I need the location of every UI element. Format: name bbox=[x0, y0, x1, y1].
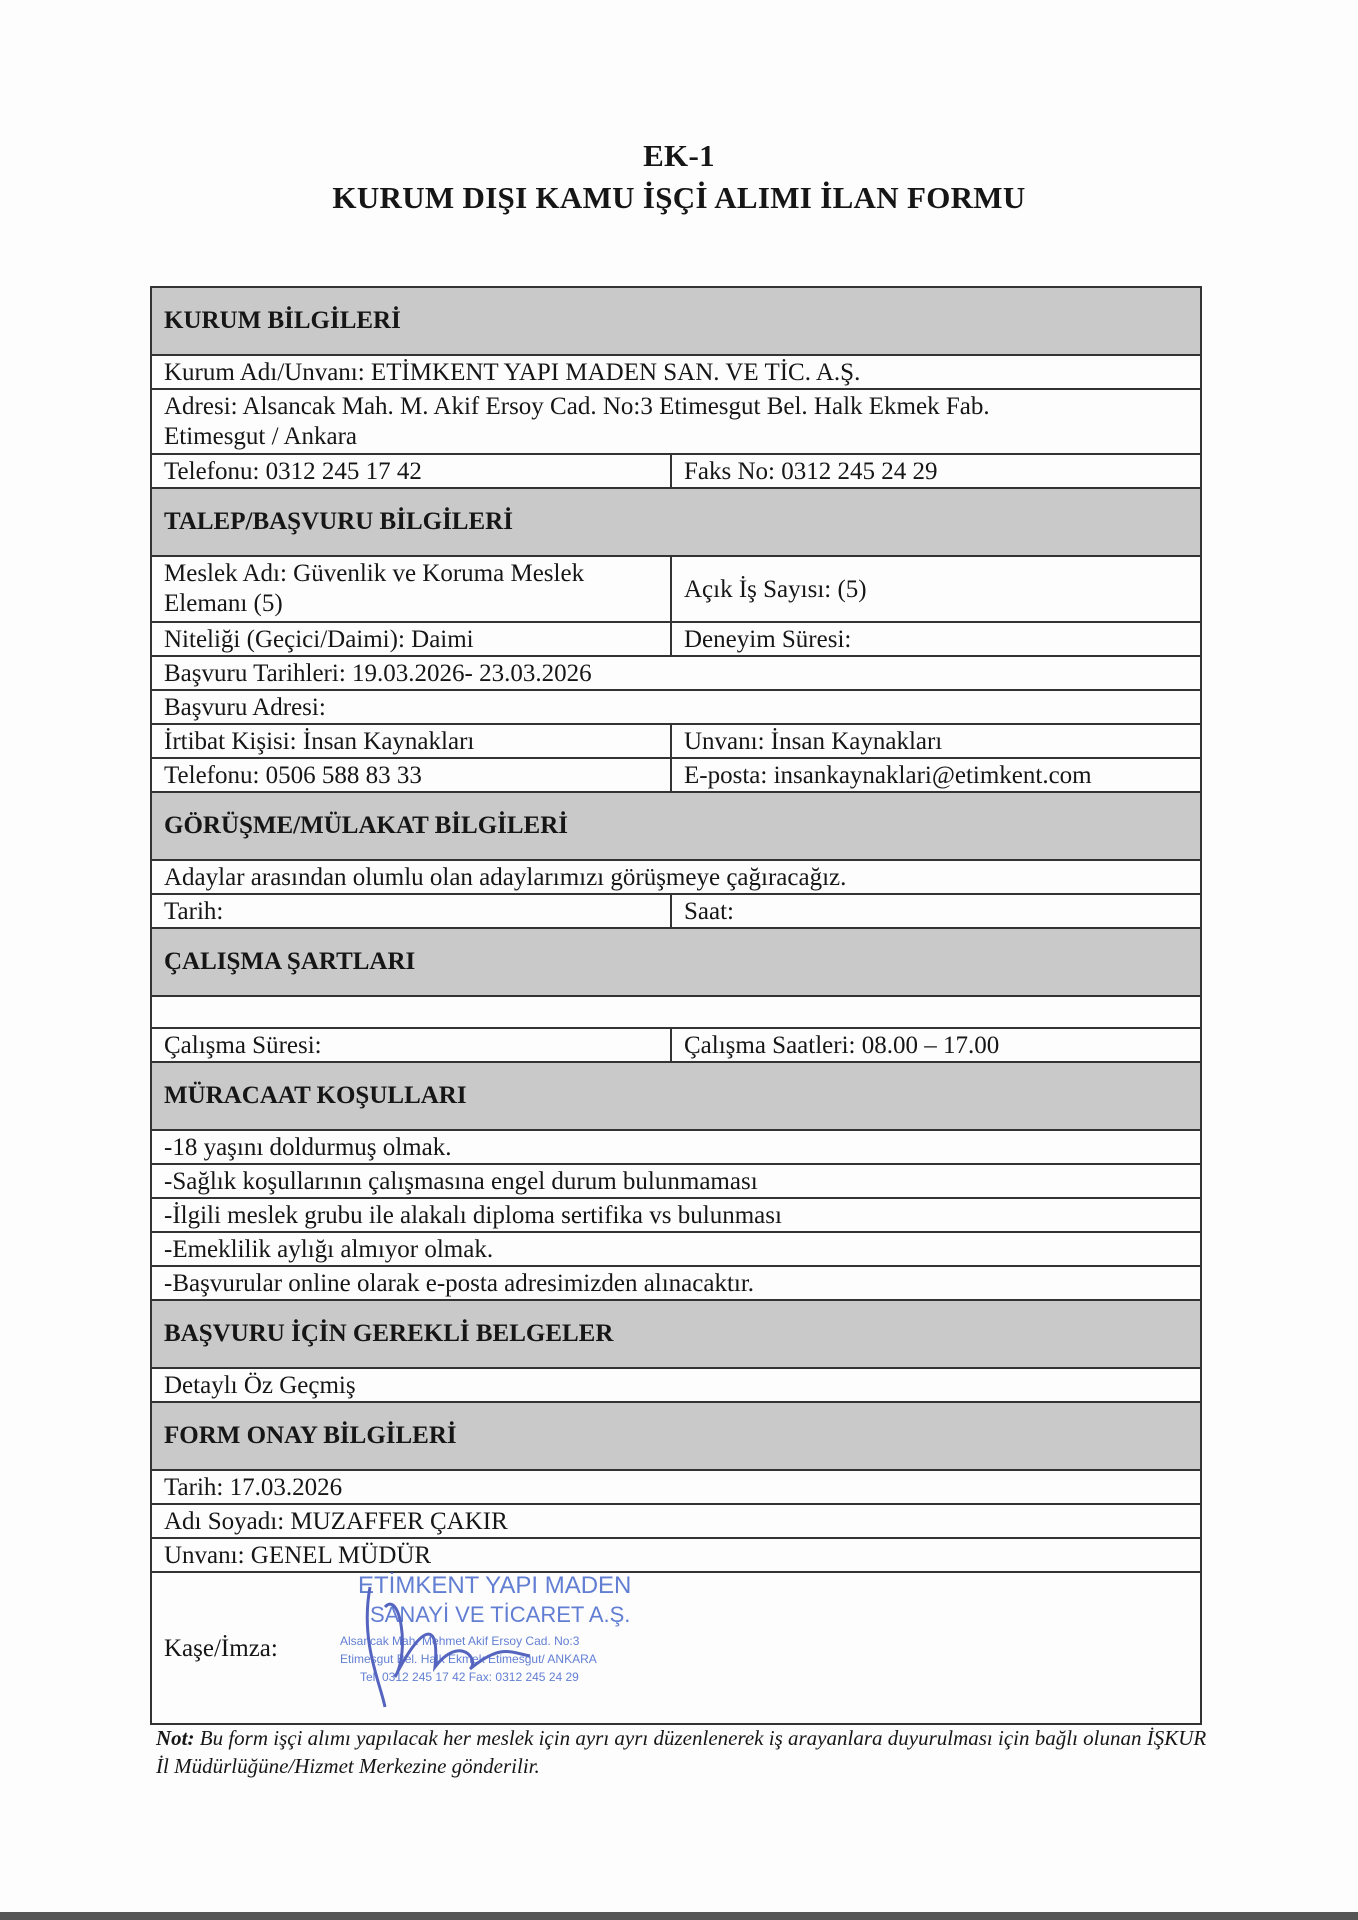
address-line: Etimesgut / Ankara bbox=[164, 423, 358, 450]
institution-address bbox=[152, 390, 1200, 453]
annex-label: EK-1 bbox=[643, 138, 715, 173]
profession-line: Meslek Adı: Güvenlik ve Koruma Meslek bbox=[164, 560, 585, 587]
experience: Deneyim Süresi: bbox=[684, 626, 852, 653]
section-title: GÖRÜŞME/MÜLAKAT BİLGİLERİ bbox=[164, 812, 569, 839]
profession-line: Elemanı (5) bbox=[164, 590, 283, 617]
section-header-gorusme bbox=[152, 793, 1200, 861]
requirement-item: -İlgili meslek grubu ile alakalı diploma sertifika vs bulunması bbox=[164, 1202, 782, 1229]
approver-name: Adı Soyadı: MUZAFFER ÇAKIR bbox=[164, 1508, 508, 1535]
stamp-line: SANAYİ VE TİCARET A.Ş. bbox=[370, 1602, 631, 1627]
interview-time: Saat: bbox=[684, 898, 734, 925]
stamp-signature-label: Kaşe/İmza: bbox=[164, 1635, 278, 1662]
requirement-item: -18 yaşını doldurmuş olmak. bbox=[164, 1134, 452, 1161]
form-title: KURUM DIŞI KAMU İŞÇİ ALIMI İLAN FORMU bbox=[332, 180, 1026, 215]
note-text: Bu form işçi alımı yapılacak her meslek için ayrı ayrı düzenlenerek iş arayanlara duyurulması için bağlı olunan İŞKUR İl Müdürlüğüne/Hizmet Merkezine gönderilir. bbox=[156, 1726, 1207, 1778]
institution-name: Kurum Adı/Unvanı: ETİMKENT YAPI MADEN SAN. VE TİC. A.Ş. bbox=[164, 359, 861, 386]
job-nature: Niteliği (Geçici/Daimi): Daimi bbox=[152, 623, 672, 655]
note-label: Not: bbox=[156, 1726, 195, 1750]
work-hours: Çalışma Saatleri: 08.00 – 17.00 bbox=[684, 1032, 1000, 1059]
application-address: Başvuru Adresi: bbox=[164, 694, 326, 721]
contact-title: Unvanı: İnsan Kaynakları bbox=[684, 728, 943, 755]
stamp-line: Tel: 0312 245 17 42 Fax: 0312 245 24 29 bbox=[360, 1670, 579, 1684]
application-dates: Başvuru Tarihleri: 19.03.2026- 23.03.2026 bbox=[164, 660, 592, 687]
profession bbox=[152, 557, 672, 621]
section-header-talep bbox=[152, 489, 1200, 557]
contact-email: E-posta: insankaynaklari@etimkent.com bbox=[684, 762, 1092, 789]
section-header-onay bbox=[152, 1403, 1200, 1471]
interview-text: Adaylar arasından olumlu olan adaylarımızı görüşmeye çağıracağız. bbox=[164, 864, 847, 891]
approver-title: Unvanı: GENEL MÜDÜR bbox=[164, 1542, 432, 1569]
requirement-item: -Emeklilik aylığı almıyor olmak. bbox=[164, 1236, 494, 1263]
section-header-kurum bbox=[152, 288, 1200, 356]
contact-phone: Telefonu: 0506 588 83 33 bbox=[152, 759, 672, 791]
section-title: TALEP/BAŞVURU BİLGİLERİ bbox=[164, 508, 513, 535]
footer-note bbox=[156, 1724, 1216, 1780]
institution-phone: Telefonu: 0312 245 17 42 bbox=[152, 455, 672, 487]
interview-date: Tarih: bbox=[152, 895, 672, 927]
section-header-muracaat bbox=[152, 1063, 1200, 1131]
requirement-item: -Sağlık koşullarının çalışmasına engel durum bulunmaması bbox=[164, 1168, 758, 1195]
approval-date: Tarih: 17.03.2026 bbox=[164, 1474, 343, 1501]
address-line: Adresi: Alsancak Mah. M. Akif Ersoy Cad. No:3 Etimesgut Bel. Halk Ekmek Fab. bbox=[164, 393, 990, 420]
institution-fax: Faks No: 0312 245 24 29 bbox=[684, 458, 938, 485]
section-title: FORM ONAY BİLGİLERİ bbox=[164, 1422, 457, 1449]
stamp-line: ETİMKENT YAPI MADEN bbox=[358, 1572, 632, 1599]
empty-row bbox=[152, 997, 1200, 1029]
scan-edge bbox=[0, 1912, 1358, 1920]
requirement-item: -Başvurular online olarak e-posta adresimizden alınacaktır. bbox=[164, 1270, 755, 1297]
section-title: BAŞVURU İÇİN GEREKLİ BELGELER bbox=[164, 1320, 614, 1347]
section-title: KURUM BİLGİLERİ bbox=[164, 307, 401, 334]
stamp-line: Etimesgut Bel. Halk Ekmek Etimesgut/ ANKARA bbox=[340, 1652, 597, 1666]
required-document: Detaylı Öz Geçmiş bbox=[164, 1372, 356, 1399]
section-title: MÜRACAAT KOŞULLARI bbox=[164, 1082, 467, 1109]
work-duration: Çalışma Süresi: bbox=[152, 1029, 672, 1061]
form-table bbox=[150, 286, 1202, 1725]
open-positions: Açık İş Sayısı: (5) bbox=[684, 576, 867, 603]
section-header-calisma bbox=[152, 929, 1200, 997]
stamp-line: Alsancak Mah. Mehmet Akif Ersoy Cad. No:3 bbox=[340, 1634, 580, 1648]
contact-person: İrtibat Kişisi: İnsan Kaynakları bbox=[152, 725, 672, 757]
section-title: ÇALIŞMA ŞARTLARI bbox=[164, 948, 416, 975]
section-header-belgeler bbox=[152, 1301, 1200, 1369]
